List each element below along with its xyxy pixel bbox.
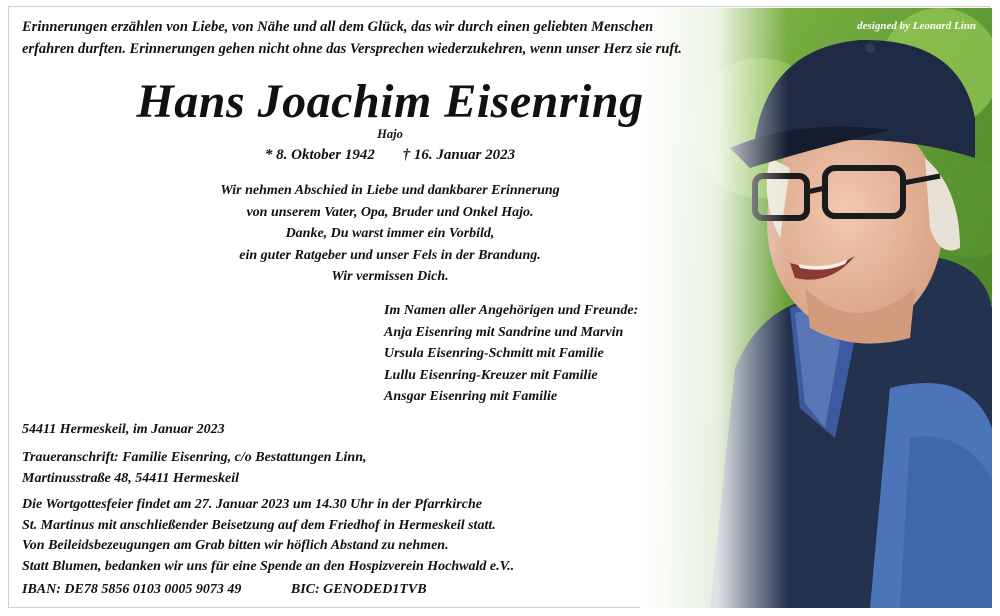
service-line: Die Wortgottesfeier findet am 27. Januar 2023 um 14.30 Uhr in der Pfarrkirche: [22, 497, 482, 512]
verse-line: von unserem Vater, Opa, Bruder und Onkel Hajo.: [246, 204, 534, 220]
mourner: Lullu Eisenring-Kreuzer mit Familie: [384, 367, 598, 383]
iban: IBAN: DE78 5856 0103 0005 9073 49: [22, 582, 242, 597]
bic: BIC: GENODED1TVB: [290, 582, 427, 597]
nickname: Hajo: [377, 127, 403, 141]
verse-line: ein guter Ratgeber und unser Fels in der Brandung.: [239, 247, 541, 263]
address-line: Traueranschrift: Familie Eisenring, c/o Bestattungen Linn,: [22, 450, 367, 465]
mourners-list: [384, 300, 638, 408]
service-info: [22, 495, 514, 577]
mourner: Ursula Eisenring-Schmitt mit Familie: [384, 346, 604, 361]
service-line: St. Martinus mit anschließender Beisetzung auf dem Friedhof in Hermeskeil statt.: [22, 517, 496, 533]
life-dates: [0, 145, 780, 165]
address-line: Martinusstraße 48, 54411 Hermeskeil: [22, 471, 240, 486]
mourner: Anja Eisenring mit Sandrine und Marvin: [384, 324, 624, 340]
birth-date: * 8. Oktober 1942: [264, 147, 375, 163]
intro-line: Erinnerungen erzählen von Liebe, von Nähe und all dem Glück, das wir durch einen geliebten Menschen: [22, 19, 654, 35]
designer-credit: designed by Leonard Linn: [857, 20, 976, 32]
deceased-name: Hans Joachim Eisenring: [136, 75, 644, 128]
intro-line: erfahren durften. Erinnerungen gehen nicht ohne das Versprechen wiederzukehren, wenn unser Herz sie ruft.: [22, 41, 682, 57]
service-line: Statt Blumen, bedanken wir uns für eine Spende an den Hospizverein Hochwald e.V..: [22, 558, 515, 574]
bank-details: [22, 580, 427, 600]
mourning-address: [22, 447, 366, 489]
place-date: 54411 Hermeskeil, im Januar 2023: [22, 422, 225, 437]
verse-line: Wir nehmen Abschied in Liebe und dankbarer Erinnerung: [220, 183, 560, 198]
mourner: Ansgar Eisenring mit Familie: [384, 389, 558, 404]
mourners-heading: Im Namen aller Angehörigen und Freunde:: [384, 303, 639, 318]
service-line: Von Beileidsbezeugungen am Grab bitten wir höflich Abstand zu nehmen.: [22, 538, 449, 553]
farewell-verse: [0, 180, 780, 288]
verse-line: Wir vermissen Dich.: [331, 269, 449, 284]
verse-line: Danke, Du warst immer ein Vorbild,: [285, 226, 495, 241]
intro-quote: [22, 16, 742, 60]
death-date: † 16. Januar 2023: [402, 147, 516, 163]
